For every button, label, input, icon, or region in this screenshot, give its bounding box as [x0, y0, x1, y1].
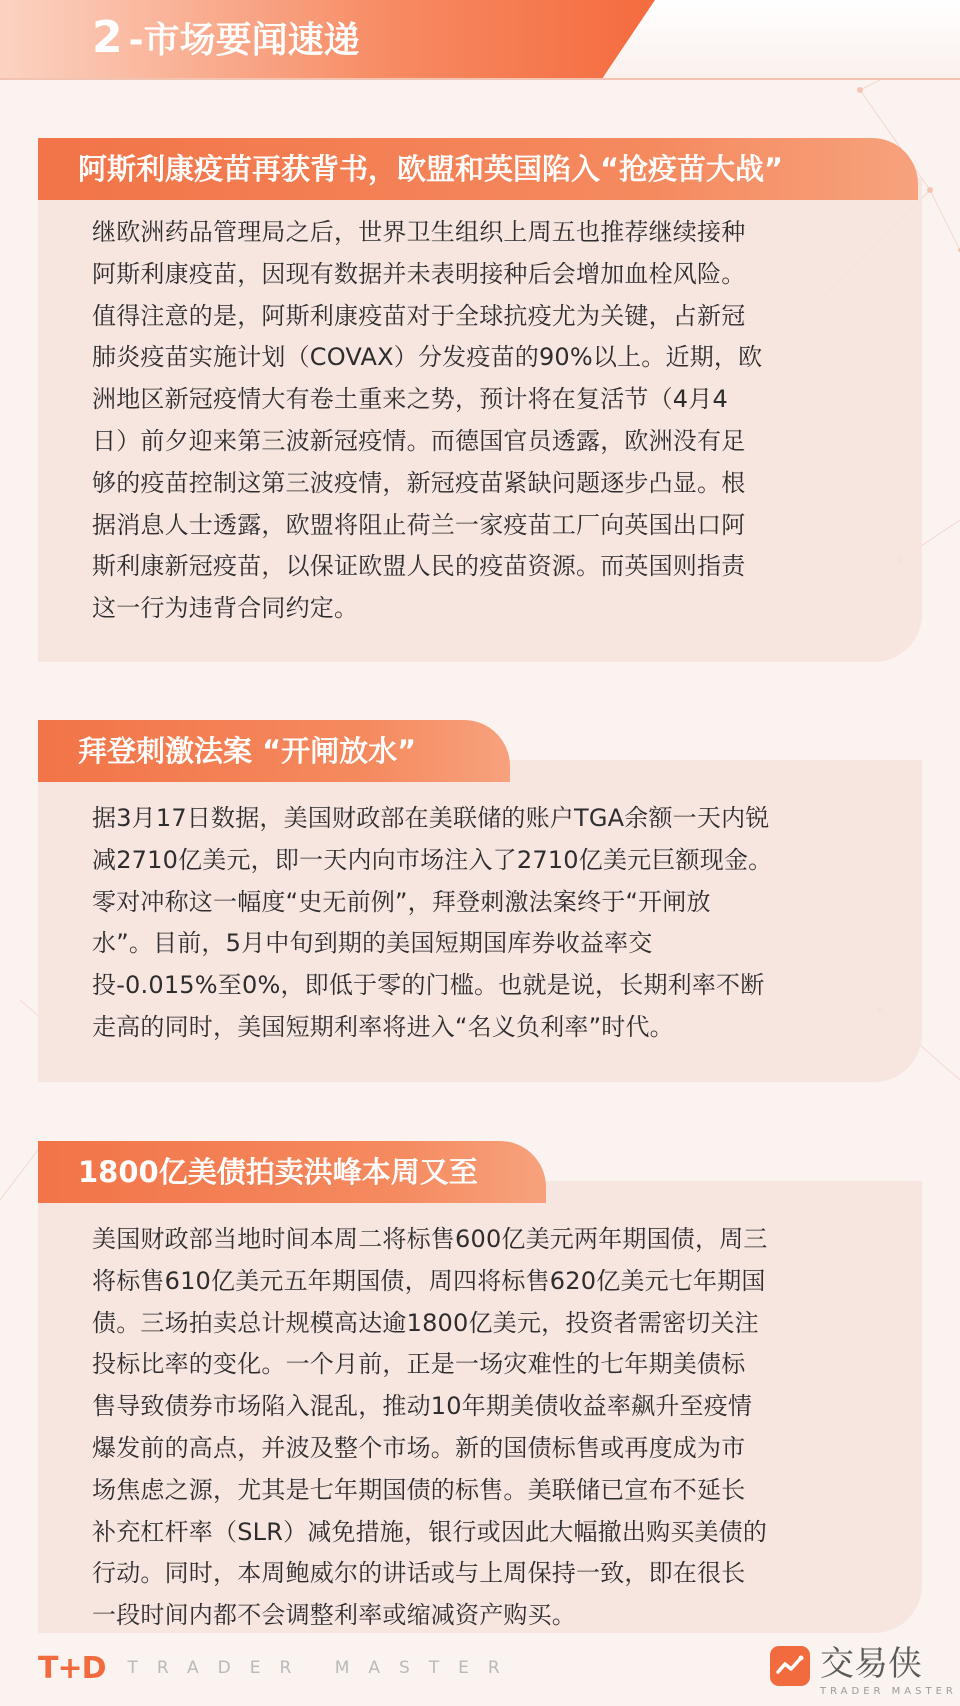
news-card-text	[92, 212, 882, 630]
text-line: 投标比率的变化。一个月前，正是一场灾难性的七年期美债标	[92, 1350, 746, 1379]
text-line: 日）前夕迎来第三波新冠疫情。而德国官员透露，欧洲没有足	[92, 426, 746, 455]
text-line: 补充杠杆率（SLR）减免措施，银行或因此大幅撤出购买美债的	[92, 1517, 768, 1546]
text-line: 这一行为违背合同约定。	[92, 594, 359, 623]
td-logo: T+D	[38, 1650, 106, 1686]
text-line: 零对冲称这一幅度“史无前例”，拜登刺激法案终于“开闸放	[92, 887, 711, 916]
text-line: 洲地区新冠疫情大有卷土重来之势，预计将在复活节（4月4	[92, 385, 728, 414]
text-line: 一段时间内都不会调整利率或缩减资产购买。	[92, 1601, 576, 1630]
page-title-text: -市场要闻速递	[128, 20, 360, 61]
news-card-treasury-auction	[38, 1141, 922, 1633]
text-line: 值得注意的是，阿斯利康疫苗对于全球抗疫尤为关键，占新冠	[92, 301, 746, 330]
text-line: 售导致债券市场陷入混乱，推动10年期美债收益率飙升至疫情	[92, 1392, 753, 1421]
text-line: 继欧洲药品管理局之后，世界卫生组织上周五也推荐继续接种	[92, 218, 746, 246]
text-line: 债。三场拍卖总计规模高达逾1800亿美元，投资者需密切关注	[92, 1308, 759, 1337]
news-card-title: 拜登刺激法案 “开闸放水”	[38, 720, 510, 782]
text-line: 据消息人士透露，欧盟将阻止荷兰一家疫苗工厂向英国出口阿	[92, 510, 746, 539]
brand-subtitle: TRADER MASTER	[820, 1686, 957, 1697]
brand-logo	[770, 1642, 957, 1698]
text-line: 美国财政部当地时间本周二将标售600亿美元两年期国债，周三	[92, 1225, 768, 1253]
page-title	[92, 14, 360, 65]
footer-branding	[38, 1650, 519, 1686]
text-line: 斯利康新冠疫苗，以保证欧盟人民的疫苗资源。而英国则指责	[92, 552, 746, 581]
text-line: 肺炎疫苗实施计划（COVAX）分发疫苗的90%以上。近期，欧	[92, 343, 763, 372]
text-line: 场焦虑之源，尤其是七年期国债的标售。美联储已宣布不延长	[92, 1475, 746, 1504]
text-line: 行动。同时，本周鲍威尔的讲话或与上周保持一致，即在很长	[92, 1559, 746, 1588]
news-card-title: 阿斯利康疫苗再获背书，欧盟和英国陷入“抢疫苗大战”	[38, 138, 918, 200]
text-line: 爆发前的高点，并波及整个市场。新的国债标售或再度成为市	[92, 1433, 746, 1462]
news-card-text	[92, 1219, 882, 1637]
text-line: 投-0.015%至0%，即低于零的门槛。也就是说，长期利率不断	[92, 971, 765, 1000]
text-line: 将标售610亿美元五年期国债，周四将标售620亿美元七年期国	[92, 1266, 766, 1295]
text-line: 水”。目前，5月中旬到期的美国短期国库券收益率交	[92, 929, 653, 958]
brand-name: 交易侠	[820, 1644, 922, 1684]
text-line: 阿斯利康疫苗，因现有数据并未表明接种后会增加血栓风险。	[92, 259, 746, 288]
news-card-title: 1800亿美债拍卖洪峰本周又至	[38, 1141, 546, 1203]
news-card-biden-stimulus	[38, 720, 922, 1082]
brand-chart-icon	[770, 1646, 810, 1686]
section-number: 2	[92, 12, 123, 63]
text-line: 走高的同时，美国短期利率将进入“名义负利率”时代。	[92, 1012, 674, 1041]
news-card-astrazeneca	[38, 138, 922, 662]
footer-tagline: TRADER MASTER	[127, 1658, 519, 1678]
text-line: 减2710亿美元，即一天内向市场注入了2710亿美元巨额现金。	[92, 845, 773, 874]
text-line: 据3月17日数据，美国财政部在美联储的账户TGA余额一天内锐	[92, 804, 770, 832]
news-card-text	[92, 798, 882, 1049]
text-line: 够的疫苗控制这第三波疫情，新冠疫苗紧缺问题逐步凸显。根	[92, 468, 746, 497]
